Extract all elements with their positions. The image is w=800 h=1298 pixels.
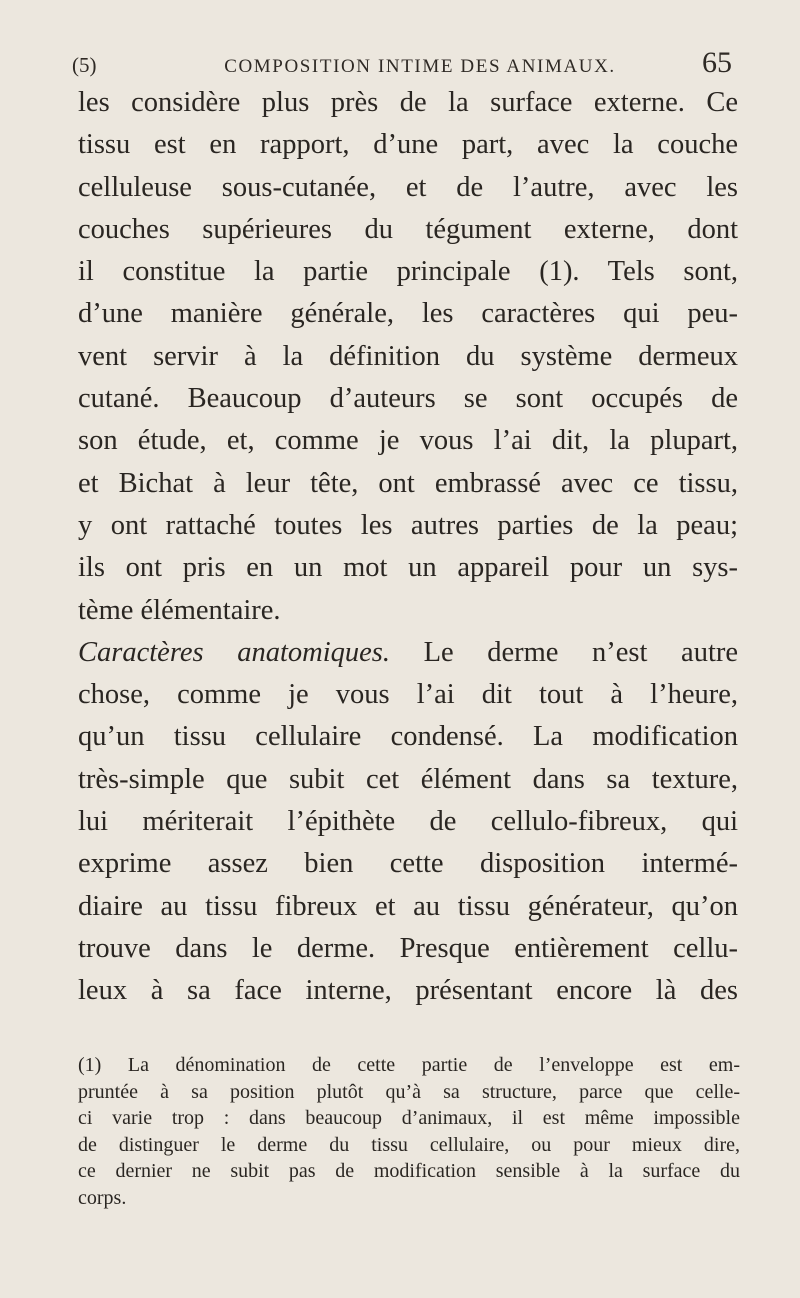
text-line: son étude, et, comme je vous l’ai dit, la plupart, [78, 425, 738, 457]
body-text [78, 82, 738, 1013]
text-line: y ont rattaché toutes les autres parties de la peau; [78, 509, 738, 541]
running-title: COMPOSITION INTIME DES ANIMAUX. [224, 56, 616, 77]
heading-continuation: Le derme n’est autre [389, 636, 738, 668]
text-line: cutané. Beaucoup d’auteurs se sont occupés de [78, 383, 738, 415]
footnote-line: ci varie trop : dans beaucoup d’animaux, il est même impossible [78, 1107, 740, 1130]
text-line: chose, comme je vous l’ai dit tout à l’heure, [78, 679, 738, 711]
footnote [78, 1052, 740, 1212]
text-line: trouve dans le derme. Presque entièrement cellu- [78, 932, 738, 964]
footnote-line: corps. [78, 1186, 127, 1209]
page-number: 65 [702, 46, 732, 79]
text-line: lui mériterait l’épithète de cellulo-fibreux, qui [78, 806, 738, 838]
footnote-line: de distinguer le derme du tissu cellulaire, ou pour mieux dire, [78, 1133, 740, 1156]
text-line: couches supérieures du tégument externe, dont [78, 213, 738, 245]
text-line: exprime assez bien cette disposition intermé- [78, 848, 738, 880]
text-line: il constitue la partie principale (1). Tels sont, [78, 256, 738, 288]
text-line: très-simple que subit cet élément dans sa texture, [78, 763, 738, 795]
text-line: ils ont pris en un mot un appareil pour un sys- [78, 552, 738, 584]
text-line: leux à sa face interne, présentant encore là des [78, 975, 738, 1007]
text-line: vent servir à la définition du système dermeux [78, 340, 738, 372]
text-line: diaire au tissu fibreux et au tissu générateur, qu’on [78, 890, 738, 922]
text-line: et Bichat à leur tête, ont embrassé avec ce tissu, [78, 467, 738, 499]
footnote-line: ce dernier ne subit pas de modification sensible à la surface du [78, 1160, 740, 1183]
text-line: qu’un tissu cellulaire condensé. La modification [78, 721, 738, 753]
text-line: celluleuse sous-cutanée, et de l’autre, avec les [78, 171, 738, 203]
section-heading: Caractères anatomiques. [78, 636, 390, 668]
text-line: tissu est en rapport, d’une part, avec la couche [78, 129, 738, 161]
footnote-line: (1) La dénomination de cette partie de l’enveloppe est em- [78, 1054, 740, 1076]
footnote-line: pruntée à sa position plutôt qu’à sa structure, parce que celle- [78, 1080, 740, 1103]
page-header [72, 46, 732, 86]
text-line: d’une manière générale, les caractères qui peu- [78, 298, 738, 330]
text-line: les considère plus près de la surface externe. Ce [78, 87, 738, 118]
section-heading-line [78, 632, 738, 674]
signature-mark: (5) [72, 53, 97, 77]
text-line: tème élémentaire. [78, 594, 281, 626]
